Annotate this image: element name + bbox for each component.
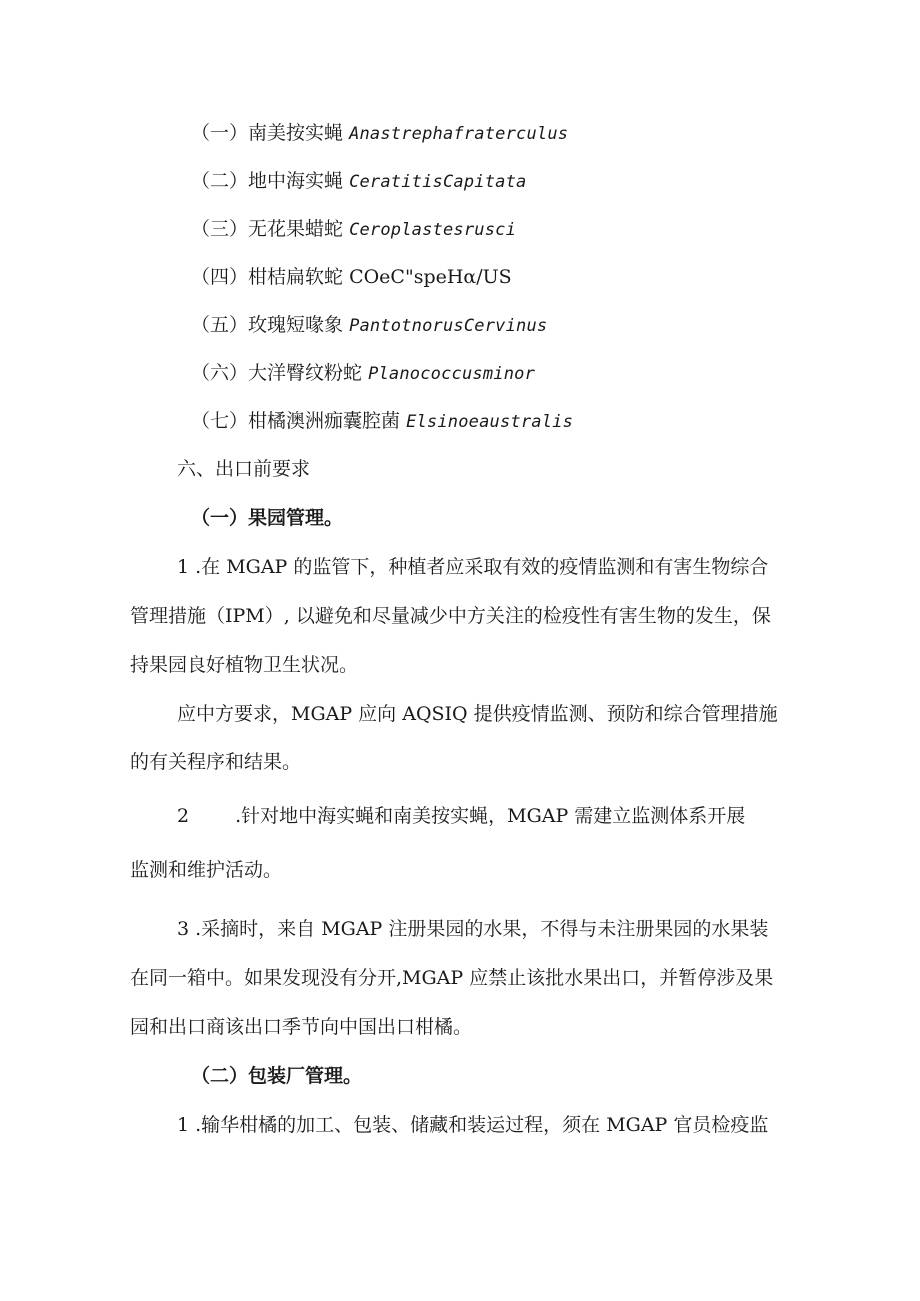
list-item (191, 313, 547, 338)
list-item-common-name: 南美按实蝇 (248, 122, 350, 144)
list-item-common-name: 无花果蜡蛇 (248, 218, 350, 240)
list-item-latin-name: Ceroplastesrusci (349, 220, 517, 240)
paragraph-line: 园和出口商该出口季节向中国出口柑橘。 (130, 1016, 473, 1038)
paragraph-line: 3 .采摘时，来自 MGAP 注册果园的水果，不得与未注册果园的水果装 (177, 918, 769, 940)
paragraph-line (177, 804, 745, 828)
list-item-number: （七） (191, 410, 249, 432)
paragraph-line: 监测和维护活动。 (130, 859, 283, 881)
list-item-common-name: 大洋臀纹粉蛇 (248, 362, 369, 384)
list-item-latin-name: Planococcusminor (368, 364, 536, 384)
list-item-number: （四） (191, 266, 249, 288)
list-item-number: （一） (191, 122, 249, 144)
list-item-latin-name: PantotnorusCervinus (349, 316, 548, 336)
list-item (191, 121, 568, 146)
list-item-number: （三） (191, 218, 249, 240)
subsection-heading-packing: （二）包装厂管理。 (191, 1065, 363, 1087)
paragraph-line: 应中方要求，MGAP 应向 AQSIQ 提供疫情监测、预防和综合管理措施 (177, 703, 778, 725)
list-item (191, 409, 573, 434)
list-item-latin-name: Elsinoeaustralis (406, 412, 574, 432)
list-item-latin-name: COeC"speHα∕US (349, 266, 512, 288)
list-item-common-name: 柑桔扁软蛇 (248, 266, 350, 288)
item-number: 2 (177, 805, 190, 827)
paragraph-line: 持果园良好植物卫生状况。 (130, 654, 359, 676)
list-item-common-name: 柑橘澳洲痂囊腔菌 (248, 410, 407, 432)
section-heading: 六、出口前要求 (177, 458, 311, 480)
list-item-common-name: 地中海实蝇 (248, 170, 350, 192)
list-item-number: （五） (191, 314, 249, 336)
paragraph-line: 1 .输华柑橘的加工、包装、储藏和装运过程，须在 MGAP 官员检疫监 (177, 1114, 769, 1136)
list-item-latin-name: CeratitisCapitata (349, 172, 527, 192)
list-item (191, 361, 535, 386)
paragraph-line: 1 .在 MGAP 的监管下，种植者应采取有效的疫情监测和有害生物综合 (177, 556, 769, 578)
paragraph-line: 的有关程序和结果。 (130, 751, 302, 773)
paragraph-line: 在同一箱中。如果发现没有分开,MGAP 应禁止该批水果出口，并暂停涉及果 (130, 967, 774, 989)
paragraph-text: .针对地中海实蝇和南美按实蝇，MGAP 需建立监测体系开展 (235, 805, 746, 827)
paragraph-line: 管理措施（IPM）, 以避免和尽量减少中方关注的检疫性有害生物的发生，保 (130, 605, 771, 627)
list-item (191, 169, 526, 194)
list-item-common-name: 玫瑰短喙象 (248, 314, 350, 336)
list-item-latin-name: Anastrephafraterculus (349, 124, 569, 144)
subsection-heading-orchard: （一）果园管理。 (191, 507, 344, 529)
list-item-number: （二） (191, 170, 249, 192)
list-item (191, 217, 516, 242)
list-item (191, 265, 512, 289)
list-item-number: （六） (191, 362, 249, 384)
